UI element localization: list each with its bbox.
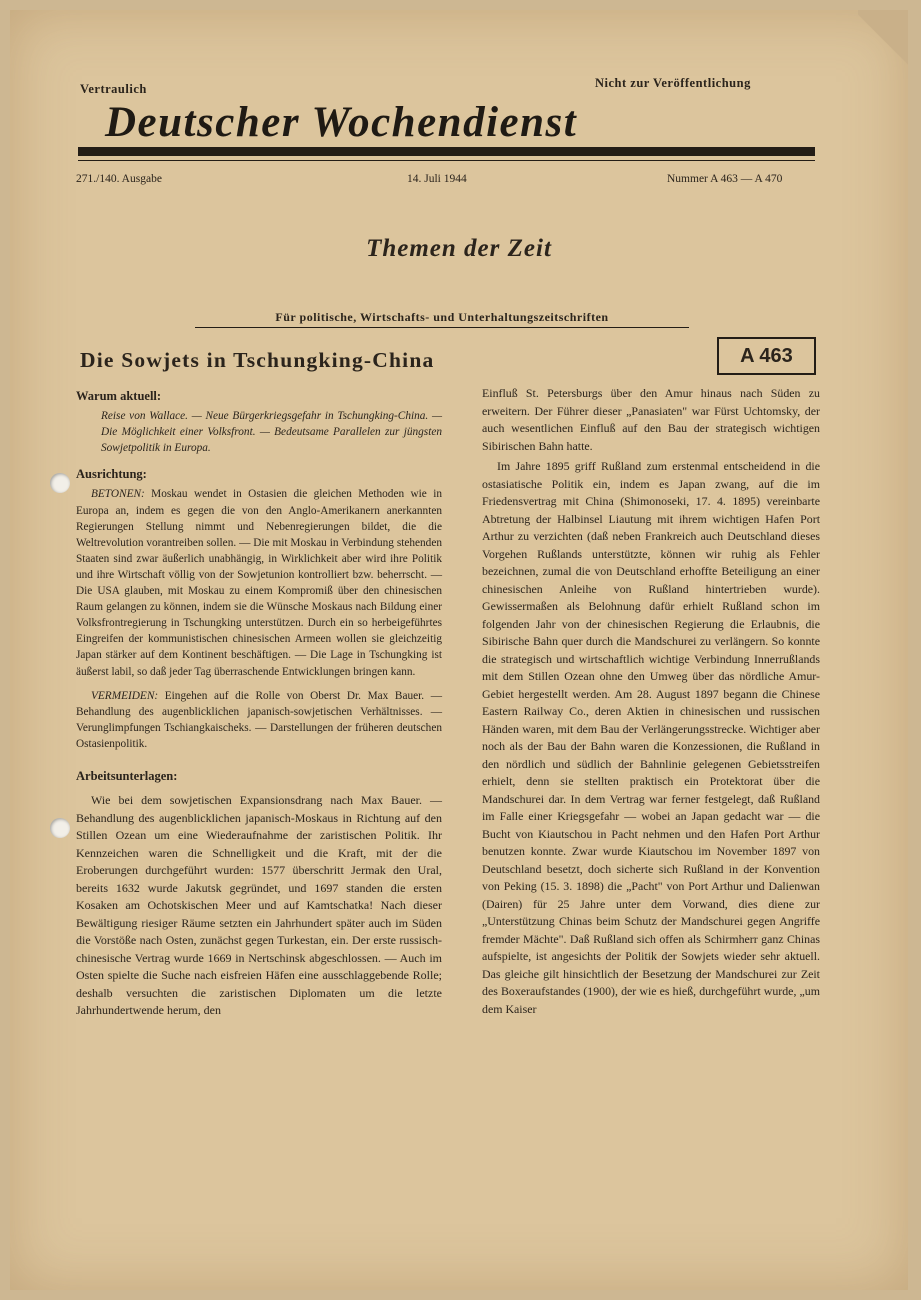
folded-corner	[858, 10, 908, 80]
vermeiden-label: VERMEIDEN:	[91, 689, 159, 702]
right-paragraph-2: Im Jahre 1895 griff Rußland zum erstenmal entscheidend in die ostasiatische Politik ein, indem es Japan zwang, auf die im Friedensvertrag mit China (Shimonoseki, 17. 4. 1895) vereinbarte Abtretung der Halbinsel Liautung mit ihrem wichtigen Hafen Port Arthur zu verzichten (daß neben Frankreich auch Deutschland dieses Vorgehen Rußlands unterstützte, können wir ruhig als Fehler bezeichnen, zumal die von Deutschland erhoffte Beteiligung an einer chinesischen Anleihe von Rußland hintertrieben wurde). Gewissermaßen als Belohnung dafür erhielt Rußland schon im folgenden Jahr von der chinesischen Regierung die Erlaubnis, die Sibirische Bahn quer durch die Mandschurei zu verlängern. So konnte die strategisch und wirtschaftlich wichtige Verbindung Innerrußlands mit dem Stillen Ozean ohne den Umweg über das nördliche Amur-Gebiet hergestellt werden. Am 28. August 1897 begann die Chinese Eastern Railway Co., deren Aktien in chinesischen und russischen Händen waren, mit dem Bau der Verlängerungsstrecke. Wichtiger aber noch als der Bau der Bahn waren die Konzessionen, die Rußland in den nördlich und südlich der Bahnlinie gelegenen Gebietsstreifen erhielt, denn sie stellten praktisch ein Protektorat über die Mandschurei dar. In dem Vertrag war ferner festgelegt, daß Rußland im Falle einer Kriegsgefahr — wobei an Japan gedacht war — die Bucht von Kiautschou in Pacht nehmen und den Hafen Port Arthur benutzen konnte. Zwar wurde Kiautschou im November 1897 von Deutschland besetzt, doch sicherte sich Rußland in der Konvention von Peking (15. 3. 1898) die „Pacht" von Port Arthur und Dalienwan (Dairen) für 25 Jahre unter dem Vorwand, dies diene zur „Unterstützung Chinas beim Schutz der Mandschurei gegen Angriffe fremder Mächte". Daß Rußland sich offen als Schirmherr ganz Chinas aufspielte, ist angesichts der Politik der Sowjets wieder sehr aktuell. Das gleiche gilt hinsichtlich der Besetzung der Mandschurei zur Zeit des Boxeraufstandes (1900), der wie es hieß, durchgeführt wurde, „um dem Kaiser	[482, 459, 820, 1016]
confidential-label: Vertraulich	[80, 82, 147, 96]
warum-text: Reise von Wallace. — Neue Bürgerkriegsgefahr in Tschungking-China. — Die Möglichkeit einer Volksfront. — Bedeutsame Parallelen zur jüngsten Sowjetpolitik in Europa.	[101, 410, 442, 455]
betonen-label: BETONEN:	[91, 488, 145, 501]
betonen-text: Moskau wendet in Ostasien die gleichen Methoden wie in Europa an, indem es gegen die von den Anglo-Amerikanern anerkannten Regierungen Stellung nimmt und Nebenregierungen bildet, die die Weltrevolution vorantreiben sollen. — Die mit Moskau in Verbindung stehenden Staaten sind zwar äußerlich unabhängig, in Wirklichkeit aber wird ihre Politik und ihre Wirtschaft völlig von der Sowjetunion kontrolliert bzw. beherrscht. — Die USA glauben, mit Moskau zu einem Kompromiß über den chinesischen Raum gelangen zu können, indem sie die Wünsche Moskaus nach Bildung einer Volksfrontregierung in Tschungking unterstützen. Durch ein so herbeigeführtes Eingreifen der kommunistischen chinesischen Armeen wollen sie gleichzeitig Japan stärker auf dem Kontinent beschäftigen. — Die Lage in Tschungking ist äußerst labil, so daß jeder Tag überraschende Entwicklungen bringen kann.	[76, 488, 442, 678]
edition-label: 271./140. Ausgabe	[76, 173, 162, 185]
document-page	[10, 10, 908, 1290]
punch-hole-top	[50, 473, 70, 493]
masthead-rule-thin	[78, 160, 815, 161]
right-paragraph-1: Einfluß St. Petersburgs über den Amur hinaus nach Süden zu erweitern. Der Führer dieser „Panasiaten" war Fürst Uchtomsky, der auch wesentlichen Einfluß auf den Bau der strategisch wichtigen Sibirischen Bahn hatte.	[482, 386, 820, 453]
masthead-title: Deutscher Wochendienst	[105, 99, 578, 146]
section-title: Themen der Zeit	[366, 235, 552, 262]
left-column	[76, 388, 442, 1020]
article-code-box: A 463	[717, 337, 816, 375]
punch-hole-bottom	[50, 818, 70, 838]
ausrichtung-heading: Ausrichtung:	[76, 467, 147, 482]
issue-number: Nummer A 463 — A 470	[667, 173, 783, 185]
warum-heading: Warum aktuell:	[76, 389, 162, 403]
betonen-paragraph	[76, 486, 442, 679]
arbeit-text: Wie bei dem sowjetischen Expansionsdrang nach Max Bauer. — Behandlung des augenblicklichen japanisch-Moskaus in Richtung auf den Stillen Ozean um eine Wiederaufnahme der zaristischen Politik. Ihr Kennzeichen waren die Schnelligkeit und die Kraft, mit der die Eroberungen durchgeführt wurden: 1577 überschritt Jermak den Ural, bereits 1632 wurde Jakutsk gegründet, und 1697 standen die ersten Kosaken am Ochotskischen Meer und auf Kamtschatka! Nach dieser Bewältigung riesiger Räume setzten ein Jahrhundert später auch im Süden die Vorstöße nach Osten, zunächst gegen Turkestan, ein. Der erste russisch-chinesische Vertrag wurde 1669 in Nertschinsk abgeschlossen. — Auch im Osten spielte die Suche nach eisfreien Häfen eine ausschlaggebende Rolle; deshalb versuchten die zaristischen Diplomaten um die letzte Jahrhundertwende herum, den	[76, 793, 442, 1018]
section-subtitle: Für politische, Wirtschafts- und Unterhaltungszeitschriften	[195, 310, 689, 328]
article-title: Die Sowjets in Tschungking-China	[80, 348, 435, 372]
vermeiden-paragraph	[76, 688, 442, 752]
arbeit-heading: Arbeitsunterlagen:	[76, 768, 178, 783]
issue-date: 14. Juli 1944	[407, 173, 467, 185]
vermeiden-text: Eingehen auf die Rolle von Oberst Dr. Max Bauer. — Behandlung des augenblicklichen japanisch-sowjetischen Verhältnisses. — Verunglimpfungen Tschiangkaischeks. — Darstellungen der früheren deutschen Ostasienpolitik.	[76, 689, 442, 750]
right-column	[482, 385, 820, 1018]
masthead-rule	[78, 147, 815, 156]
not-for-publication-label: Nicht zur Veröffentlichung	[595, 76, 751, 90]
